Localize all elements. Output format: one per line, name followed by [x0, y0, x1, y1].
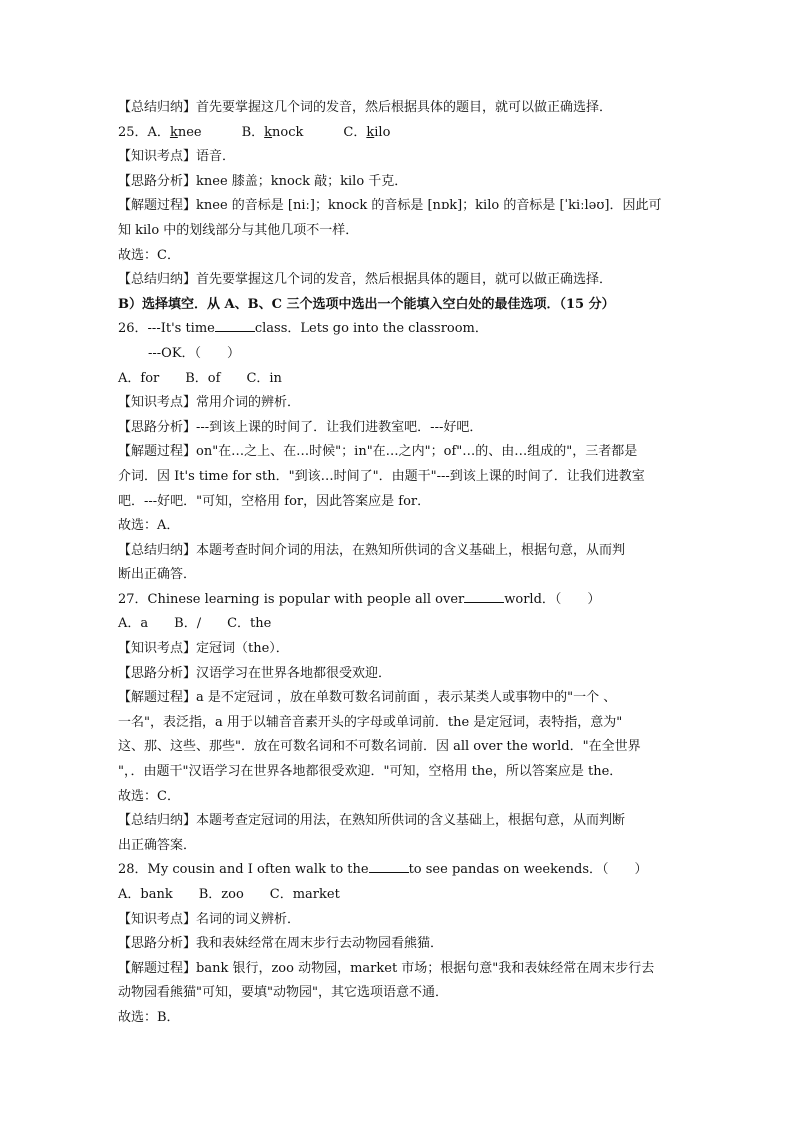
option-a: A．bank [118, 887, 173, 902]
summary-line: 【总结归纳】本题考查定冠词的用法，在熟知所供词的含义基础上，根据句意，从而判断 [118, 813, 626, 829]
option-b: B．/ [174, 616, 202, 632]
solution: 【解题过程】on"在…之上、在…时候"；in"在…之内"；of"…的、由…组成的"，三者都是 [118, 444, 638, 460]
solution: 【解题过程】knee 的音标是 [niː]；knock 的音标是 [nɒk]；kilo 的音标是 [ˈkiːləʊ]．因此可 [118, 198, 662, 214]
answer: 故选：B． [118, 1009, 180, 1025]
solution-cont: 知 kilo 中的划线部分与其他几项不一样． [118, 222, 359, 238]
underlined-letter: k [169, 124, 178, 140]
solution: 【解题过程】bank 银行，zoo 动物园，market 市场；根据句意"我和表妹经常在周末步行去 [118, 960, 655, 976]
question-26-options [118, 367, 678, 392]
question-28-options [118, 883, 678, 908]
answer: 故选：C． [118, 788, 180, 804]
knowledge-point: 【知识考点】语音． [118, 149, 236, 165]
summary-line: 【总结归纳】本题考查时间介词的用法，在熟知所供词的含义基础上，根据句意，从而判 [118, 542, 626, 558]
question-25: 25．A．knee B．knock C．kilo [118, 124, 391, 140]
knowledge-point: 【知识考点】常用介词的辨析． [118, 395, 301, 411]
underlined-letter: k [264, 124, 273, 140]
solution-cont: 动物园看熊猫"可知，要填"动物园"，其它选项语意不通． [118, 985, 448, 1001]
solution-cont: 吧．---好吧．"可知，空格用 for，因此答案应是 for． [118, 493, 431, 509]
option-c: C．in [246, 370, 282, 386]
question-28: 28．My cousin and I often walk to the to see pandas on weekends．（ ） [118, 862, 648, 878]
analysis: 【思路分析】---到该上课的时间了．让我们进教室吧．---好吧． [118, 419, 483, 435]
analysis: 【思路分析】knee 膝盖；knock 敲；kilo 千克． [118, 173, 408, 189]
answer: 故选：C． [118, 247, 180, 263]
knowledge-point: 【知识考点】名词的词义辨析． [118, 911, 301, 927]
question-27-options [118, 612, 678, 637]
option-a: A．for [118, 370, 160, 386]
solution-cont: "，．由题干"汉语学习在世界各地都很受欢迎．"可知，空格用 the，所以答案应是 the． [118, 764, 623, 780]
section-heading: B）选择填空．从 A、B、C 三个选项中选出一个能填入空白处的最佳选项．（15 分） [118, 296, 615, 312]
option-b: B．of [185, 370, 221, 386]
option-c: C．market [269, 887, 340, 902]
underlined-letter: k [366, 124, 375, 140]
solution-cont: 介词．因 It's time for sth．"到该…时间了"．由题干"---到该上课的时间了．让我们进教室 [118, 468, 645, 484]
summary-line-cont: 出正确答案． [118, 837, 197, 853]
solution-cont: 这、那、这些、那些"．放在可数名词和不可数名词前．因 all over the world．"在全世界 [118, 739, 641, 755]
answer-blank [464, 590, 504, 603]
solution: 【解题过程】a 是不定冠词 ，放在单数可数名词前面 ，表示某类人或事物中的"一个 、 [118, 690, 617, 706]
answer-blank [369, 860, 409, 873]
summary-line: 【总结归纳】首先要掌握这几个词的发音，然后根据具体的题目，就可以做正确选择． [118, 100, 613, 115]
answer-blank [215, 319, 255, 332]
solution-cont: 一名"，表泛指，a 用于以辅音音素开头的字母或单词前．the 是定冠词，表特指，意为" [118, 714, 623, 730]
question-27: 27．Chinese learning is popular with people all over world．（ ） [118, 591, 601, 607]
option-b: B．zoo [198, 887, 244, 902]
knowledge-point: 【知识考点】定冠词（the）． [118, 641, 289, 657]
question-26-response: ---OK．（ ） [148, 345, 241, 361]
analysis: 【思路分析】汉语学习在世界各地都很受欢迎． [118, 665, 392, 681]
option-a: A．a [118, 616, 149, 632]
document-page [118, 96, 678, 1031]
option-c: C．the [227, 616, 272, 632]
summary-line-cont: 断出正确答． [118, 567, 197, 583]
analysis: 【思路分析】我和表妹经常在周末步行去动物园看熊猫． [118, 936, 444, 952]
question-26: 26．---It's time class．Lets go into the classroom． [118, 321, 488, 337]
summary-line: 【总结归纳】首先要掌握这几个词的发音，然后根据具体的题目，就可以做正确选择． [118, 272, 613, 288]
answer: 故选：A． [118, 518, 180, 534]
